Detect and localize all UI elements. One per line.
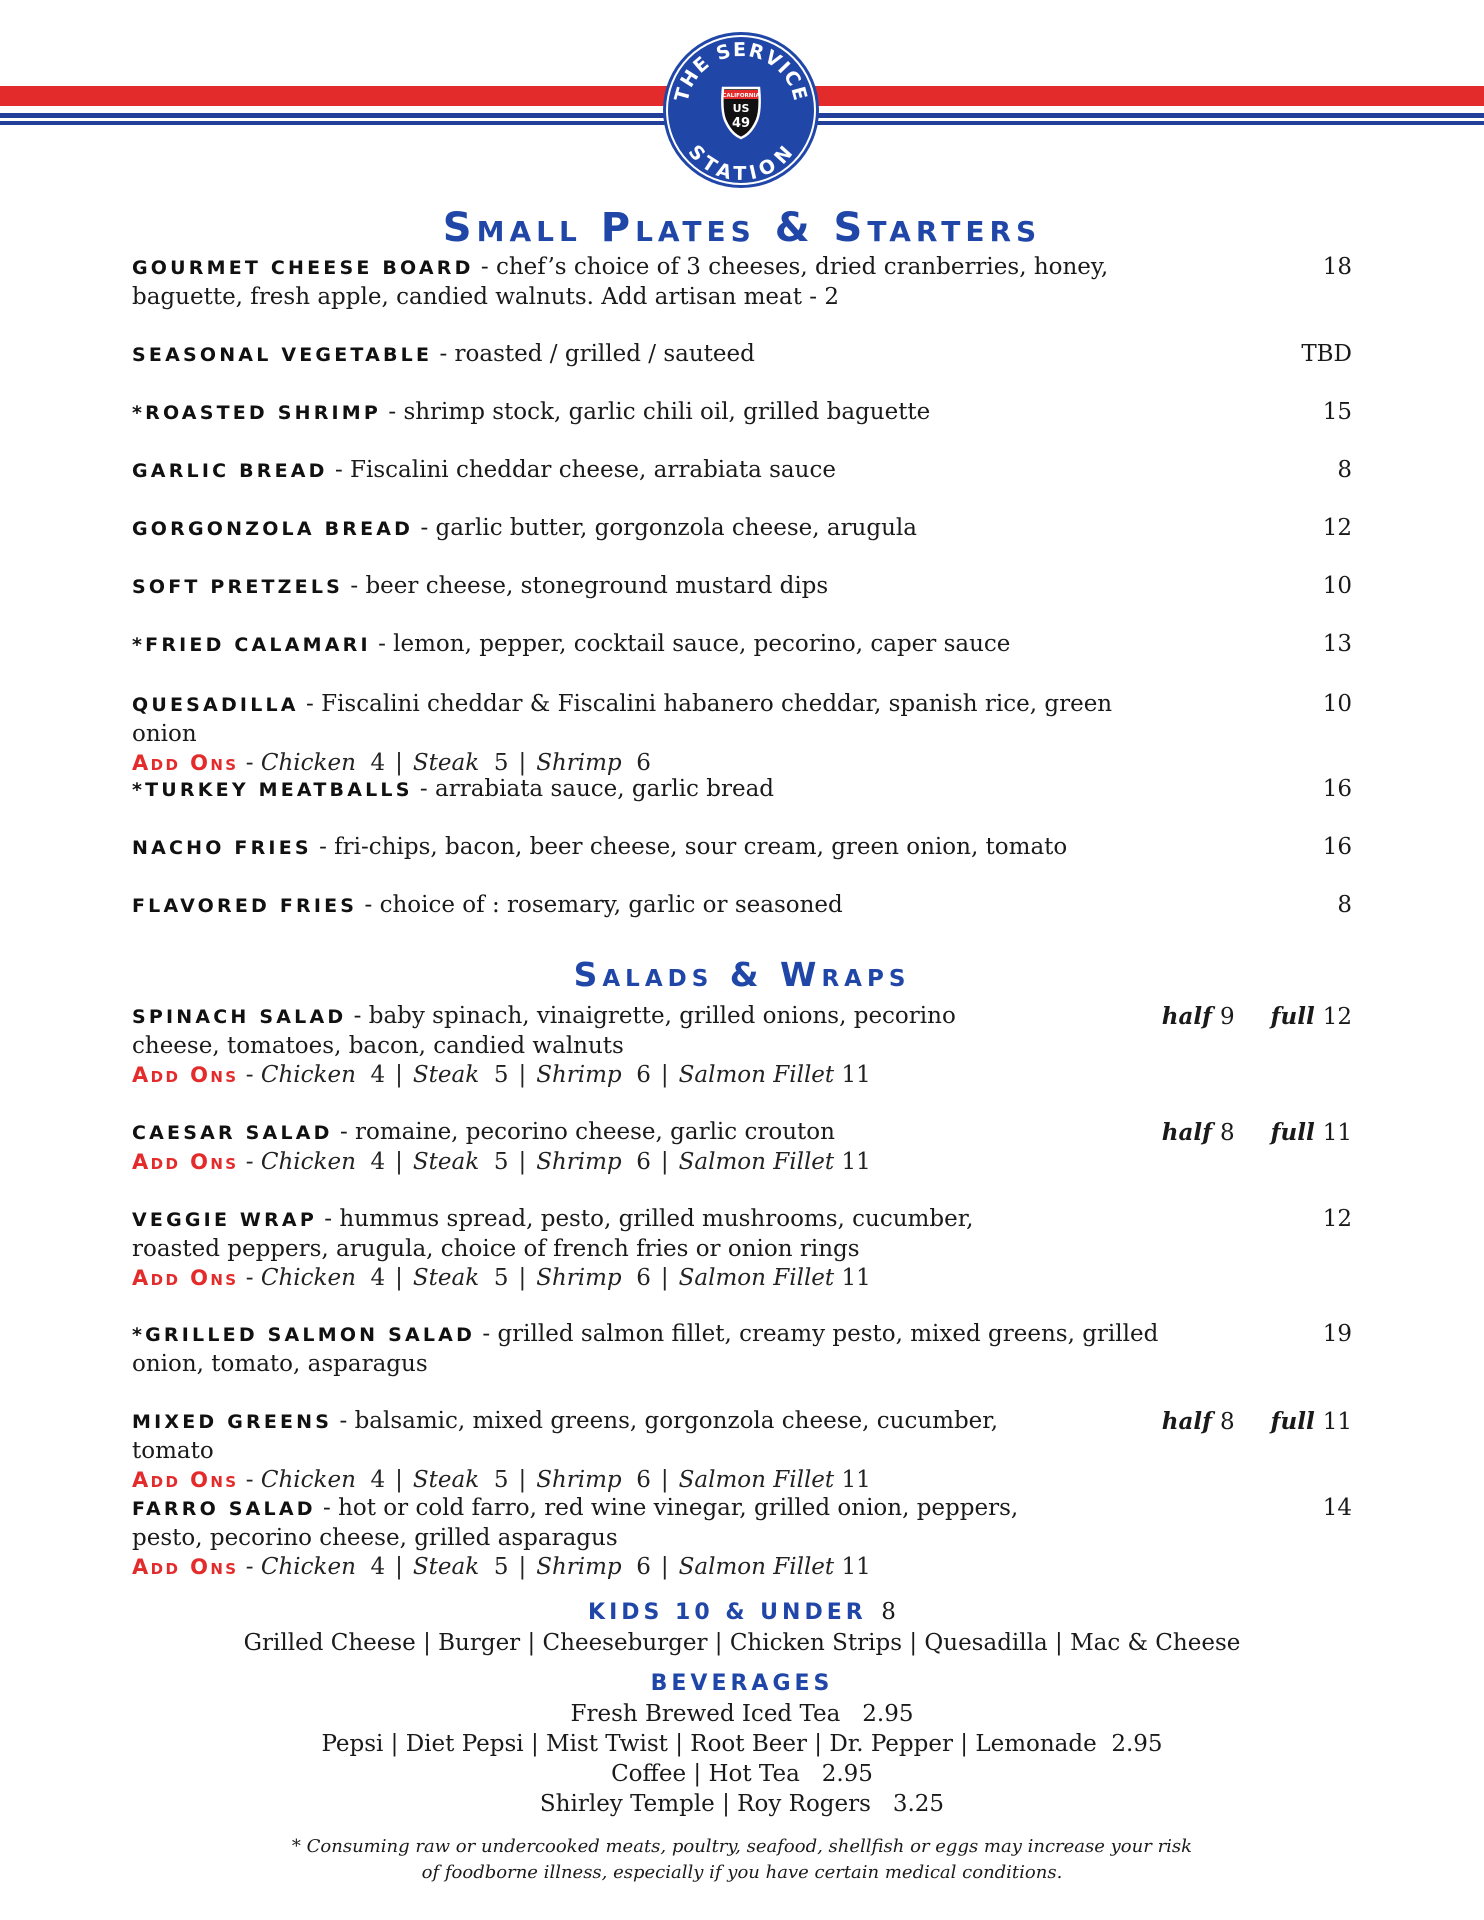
item-desc: - baby spinach, vinaigrette, grilled onions, pecorino cheese, tomatoes, bacon, candied walnuts [132,1003,956,1059]
add-ons-label: Add Ons [132,1150,239,1174]
item-price: 19 [1322,1321,1352,1347]
disclaimer-line-1: * Consuming raw or undercooked meats, poultry, seafood, shellfish or eggs may increase your risk [291,1836,1193,1857]
add-ons-line: Add Ons - Chicken 4 | Steak 5 | Shrimp 6 [132,750,651,776]
item-name: *TURKEY MEATBALLS [132,779,413,801]
menu-item [132,1118,1352,1177]
addon-shrimp: Shrimp [536,1554,622,1580]
item-desc: - beer cheese, stoneground mustard dips [343,573,829,599]
kids-heading [0,1597,1484,1628]
logo-shield-num: 49 [731,116,751,131]
beverage-line: Shirley Temple | Roy Rogers 3.25 [539,1791,945,1817]
half-price: 8 [1219,1409,1235,1435]
addon-steak: Steak [412,1554,480,1580]
kids-items: Grilled Cheese | Burger | Cheeseburger | Chicken Strips | Quesadilla | Mac & Cheese [243,1630,1241,1656]
menu-item [132,1205,1352,1293]
addon-steak-price: 5 [493,750,509,776]
addon-steak-price: 5 [493,1467,509,1493]
item-price: TBD [1301,341,1352,367]
item-price: 10 [1322,573,1352,599]
item-name: SPINACH SALAD [132,1006,347,1028]
full-price: 11 [1322,1409,1352,1435]
item-name: GARLIC BREAD [132,460,328,482]
logo-arc-bottom: STATION [684,140,798,185]
addon-steak: Steak [412,1265,480,1291]
addon-shrimp-price: 6 [636,1554,651,1580]
add-ons-line: Add Ons - Chicken 4 | Steak 5 | Shrimp 6 | Salmon Fillet 11 [132,1265,871,1291]
addon-shrimp-price: 6 [636,1467,651,1493]
section-title-small-plates: Small Plates & Starters [442,205,1042,251]
menu-item [132,456,1352,486]
addon-chicken: Chicken [260,750,356,776]
item-desc: - fri-chips, bacon, beer cheese, sour cream, green onion, tomato [311,834,1068,860]
addon-chicken-price: 4 [370,750,386,776]
section-title-salads: Salads & Wraps [573,955,911,994]
item-name: VEGGIE WRAP [132,1209,317,1231]
item-name: *GRILLED SALMON SALAD [132,1324,476,1346]
item-name: FLAVORED FRIES [132,895,358,917]
item-price: 16 [1322,834,1352,860]
logo-shield-mid: US [732,102,750,115]
addon-chicken: Chicken [260,1062,356,1088]
item-price: 13 [1322,631,1352,657]
disclaimer-line-2: of foodborne illness, especially if you have certain medical conditions. [421,1862,1063,1883]
half-price: 8 [1219,1120,1235,1146]
full-label: full [1270,1003,1315,1030]
beverages-heading [0,1668,1484,1699]
addon-salmon-price: 11 [841,1554,871,1580]
item-desc: - hummus spread, pesto, grilled mushrooms, cucumber, roasted peppers, arugula, choice of french fries or onion rings [132,1206,974,1262]
item-desc: - choice of : rosemary, garlic or seasoned [357,892,843,918]
add-ons-label: Add Ons [132,1468,239,1492]
half-price: 9 [1219,1004,1235,1030]
addon-salmon-price: 11 [841,1149,871,1175]
addon-shrimp: Shrimp [536,1149,622,1175]
addon-steak-price: 5 [493,1265,509,1291]
add-ons-dash: - [238,1467,261,1493]
menu-item [132,775,1352,805]
item-desc: - shrimp stock, garlic chili oil, grilled baguette [381,399,931,425]
addon-shrimp: Shrimp [536,1467,622,1493]
item-desc: - roasted / grilled / sauteed [432,341,755,367]
add-ons-dash: - [238,1062,261,1088]
beverage-line: Coffee | Hot Tea 2.95 [611,1761,873,1787]
addon-chicken-price: 4 [370,1467,386,1493]
full-price: 12 [1322,1004,1352,1030]
menu-item [132,833,1352,863]
service-station-logo [661,30,821,190]
item-price: 10 [1322,691,1352,717]
half-full-price [1162,1118,1352,1148]
item-desc: - arrabiata sauce, garlic bread [412,776,775,802]
item-name: FARRO SALAD [132,1498,316,1520]
item-name: SOFT PRETZELS [132,576,344,598]
item-price: 12 [1322,1206,1352,1232]
addon-steak: Steak [412,1467,480,1493]
item-desc: - romaine, pecorino cheese, garlic crouton [332,1119,835,1145]
addon-chicken-price: 4 [370,1265,386,1291]
item-desc: - lemon, pepper, cocktail sauce, pecorino, caper sauce [370,631,1011,657]
addon-salmon: Salmon Fillet [678,1265,835,1291]
addon-salmon: Salmon Fillet [678,1467,835,1493]
addon-shrimp: Shrimp [536,1265,622,1291]
add-ons-line: Add Ons - Chicken 4 | Steak 5 | Shrimp 6 | Salmon Fillet 11 [132,1062,871,1088]
addon-salmon: Salmon Fillet [678,1062,835,1088]
add-ons-label: Add Ons [132,1555,239,1579]
add-ons-label: Add Ons [132,751,239,775]
addon-salmon-price: 11 [841,1062,871,1088]
add-ons-label: Add Ons [132,1266,239,1290]
item-price: 18 [1322,254,1352,280]
kids-title: KIDS 10 & UNDER [588,1600,867,1625]
addon-chicken: Chicken [260,1554,356,1580]
addon-shrimp-price: 6 [636,750,651,776]
menu-item [132,630,1352,660]
addon-salmon-price: 11 [841,1265,871,1291]
menu-item [132,1002,1352,1090]
menu-item [132,891,1352,921]
logo-shield-top: CALIFORNIA [722,93,760,99]
full-label: full [1270,1408,1315,1435]
add-ons-dash: - [238,750,261,776]
full-label: full [1270,1119,1315,1146]
half-full-price [1162,1407,1352,1437]
item-name: NACHO FRIES [132,837,312,859]
item-name: *ROASTED SHRIMP [132,402,382,424]
item-desc: - grilled salmon fillet, creamy pesto, mixed greens, grilled onion, tomato, asparagus [132,1321,1159,1377]
addon-chicken-price: 4 [370,1149,386,1175]
addon-chicken: Chicken [260,1467,356,1493]
addon-steak: Steak [412,1062,480,1088]
item-desc: - garlic butter, gorgonzola cheese, arugula [413,515,917,541]
half-label: half [1161,1408,1212,1435]
kids-price: 8 [881,1599,896,1625]
menu-item [132,1494,1352,1582]
addon-steak: Steak [412,1149,480,1175]
addon-chicken-price: 4 [370,1554,386,1580]
menu-item [132,340,1352,370]
addon-steak-price: 5 [493,1554,509,1580]
item-desc: - chef’s choice of 3 cheeses, dried cranberries, honey, baguette, fresh apple, candied walnuts. Add artisan meat - 2 [132,254,1109,310]
item-name: SEASONAL VEGETABLE [132,344,433,366]
beverage-line: Pepsi | Diet Pepsi | Mist Twist | Root Beer | Dr. Pepper | Lemonade 2.95 [321,1731,1163,1757]
item-desc: - hot or cold farro, red wine vinegar, grilled onion, peppers, pesto, pecorino cheese, grilled asparagus [132,1495,1019,1551]
menu-item [132,253,1352,312]
item-desc: - Fiscalini cheddar & Fiscalini habanero cheddar, spanish rice, green onion [132,691,1113,747]
item-desc: - Fiscalini cheddar cheese, arrabiata sauce [327,457,836,483]
addon-chicken: Chicken [260,1149,356,1175]
item-price: 14 [1322,1495,1352,1521]
beverage-line: Fresh Brewed Iced Tea 2.95 [570,1701,914,1727]
add-ons-dash: - [238,1554,261,1580]
item-price: 8 [1337,892,1352,918]
addon-steak: Steak [412,750,480,776]
add-ons-dash: - [238,1149,261,1175]
addon-steak-price: 5 [493,1149,509,1175]
menu-item [132,514,1352,544]
half-label: half [1161,1003,1212,1030]
addon-shrimp-price: 6 [636,1062,651,1088]
half-label: half [1161,1119,1212,1146]
half-full-price [1162,1002,1352,1032]
addon-salmon: Salmon Fillet [678,1554,835,1580]
item-name: GORGONZOLA BREAD [132,518,414,540]
addon-salmon-price: 11 [841,1467,871,1493]
addon-steak-price: 5 [493,1062,509,1088]
addon-shrimp-price: 6 [636,1149,651,1175]
item-name: GOURMET CHEESE BOARD [132,257,474,279]
item-name: MIXED GREENS [132,1411,333,1433]
add-ons-line: Add Ons - Chicken 4 | Steak 5 | Shrimp 6 | Salmon Fillet 11 [132,1149,871,1175]
add-ons-label: Add Ons [132,1063,239,1087]
add-ons-dash: - [238,1265,261,1291]
add-ons-line: Add Ons - Chicken 4 | Steak 5 | Shrimp 6 | Salmon Fillet 11 [132,1554,871,1580]
addon-salmon: Salmon Fillet [678,1149,835,1175]
menu-item [132,690,1352,778]
item-name: CAESAR SALAD [132,1122,333,1144]
menu-item [132,1320,1352,1379]
item-name: *FRIED CALAMARI [132,634,371,656]
addon-shrimp-price: 6 [636,1265,651,1291]
addon-chicken: Chicken [260,1265,356,1291]
add-ons-line: Add Ons - Chicken 4 | Steak 5 | Shrimp 6 | Salmon Fillet 11 [132,1467,871,1493]
item-desc: - balsamic, mixed greens, gorgonzola cheese, cucumber, tomato [132,1408,999,1464]
menu-item [132,398,1352,428]
item-price: 12 [1322,515,1352,541]
addon-chicken-price: 4 [370,1062,386,1088]
beverages-title: BEVERAGES [650,1671,834,1696]
item-name: QUESADILLA [132,694,299,716]
logo-arc-top: THE SERVICE [670,38,812,105]
menu-item [132,1407,1352,1495]
addon-shrimp: Shrimp [536,750,622,776]
item-price: 15 [1322,399,1352,425]
item-price: 16 [1322,776,1352,802]
addon-shrimp: Shrimp [536,1062,622,1088]
menu-item [132,572,1352,602]
full-price: 11 [1322,1120,1352,1146]
item-price: 8 [1337,457,1352,483]
